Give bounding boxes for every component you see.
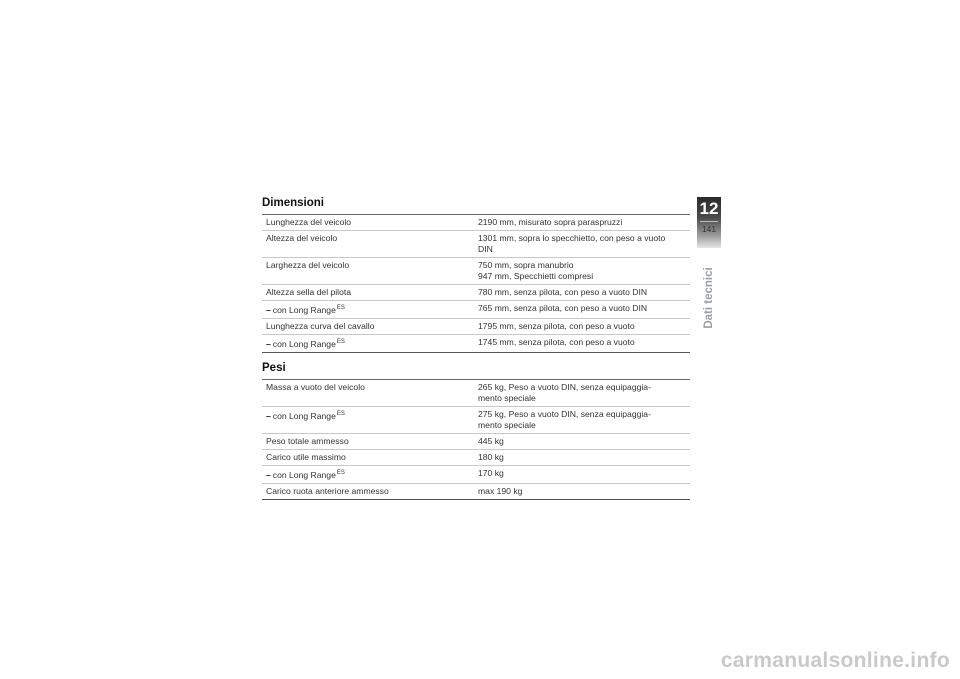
chapter-side-title: Dati tecnici: [703, 267, 715, 329]
table-row: [262, 450, 690, 466]
row-value: [474, 301, 690, 319]
row-value-line: 750 mm, sopra manubrio: [478, 260, 574, 270]
table-row: [262, 319, 690, 335]
section-title-pesi: Pesi: [262, 362, 286, 374]
row-label-text: con Long Range: [272, 305, 336, 315]
row-value-line: 1301 mm, sopra lo specchietto, con peso a vuoto: [478, 233, 666, 243]
row-label-text: con Long Range: [272, 470, 336, 480]
row-value-line: 445 kg: [478, 436, 504, 446]
pesi-table: [262, 379, 690, 500]
row-label-text: Larghezza del veicolo: [266, 260, 350, 270]
row-label: [262, 407, 474, 434]
row-label-text: Lunghezza del veicolo: [266, 217, 352, 227]
page-number: 141: [701, 224, 717, 234]
table-row: [262, 434, 690, 450]
row-value-line: mento speciale: [478, 420, 536, 430]
row-value-line: 765 mm, senza pilota, con peso a vuoto DIN: [478, 303, 648, 313]
row-label-text: Altezza del veicolo: [266, 233, 338, 243]
row-label: [262, 380, 474, 407]
table-row: [262, 466, 690, 484]
row-value-line: 947 mm, Specchietti compresi: [478, 271, 594, 281]
table-row: [262, 484, 690, 500]
row-value-line: 170 kg: [478, 468, 504, 478]
dimensioni-table: [262, 214, 690, 353]
row-value-line: max 190 kg: [478, 486, 523, 496]
row-label: [262, 434, 474, 450]
row-value-line: 1795 mm, senza pilota, con peso a vuoto: [478, 321, 635, 331]
row-label: [262, 285, 474, 301]
table-row: [262, 301, 690, 319]
row-value: [474, 258, 690, 285]
row-label: [262, 231, 474, 258]
row-label-text: Carico utile massimo: [266, 452, 346, 462]
row-label-text: Lunghezza curva del cavallo: [266, 321, 375, 331]
row-label-text: Massa a vuoto del veicolo: [266, 382, 365, 392]
page-content: [262, 196, 690, 500]
sub-item-dash: –: [266, 411, 271, 421]
row-value: [474, 450, 690, 466]
chapter-number: 12: [699, 199, 719, 218]
table-row: [262, 407, 690, 434]
row-label: [262, 335, 474, 353]
row-label-text: Peso totale ammesso: [266, 436, 349, 446]
table-row: [262, 285, 690, 301]
row-value: [474, 335, 690, 353]
row-value-line: 1745 mm, senza pilota, con peso a vuoto: [478, 337, 635, 347]
row-value: [474, 215, 690, 231]
row-value-line: 275 kg, Peso a vuoto DIN, senza equipaggia-: [478, 409, 651, 419]
special-equipment-marker: ES: [336, 470, 345, 476]
row-label-text: con Long Range: [272, 339, 336, 349]
chapter-tab: [697, 197, 721, 248]
row-label: [262, 319, 474, 335]
row-value: [474, 484, 690, 500]
row-label: [262, 450, 474, 466]
chapter-divider: [700, 221, 718, 222]
special-equipment-marker: ES: [336, 411, 345, 417]
table-row: [262, 335, 690, 353]
table-row: [262, 215, 690, 231]
row-value: [474, 285, 690, 301]
table-row: [262, 231, 690, 258]
row-value: [474, 231, 690, 258]
row-value: [474, 466, 690, 484]
sub-item-dash: –: [266, 339, 271, 349]
sub-item-dash: –: [266, 305, 271, 315]
row-value-line: 780 mm, senza pilota, con peso a vuoto DIN: [478, 287, 648, 297]
row-value: [474, 407, 690, 434]
sub-item-dash: –: [266, 470, 271, 480]
table-row: [262, 258, 690, 285]
row-label: [262, 301, 474, 319]
row-value-line: 180 kg: [478, 452, 504, 462]
row-label: [262, 258, 474, 285]
row-value-line: mento speciale: [478, 393, 536, 403]
row-value: [474, 319, 690, 335]
section-title-dimensioni: Dimensioni: [262, 197, 324, 209]
row-value: [474, 380, 690, 407]
special-equipment-marker: ES: [336, 305, 345, 311]
watermark: carmanualsonline.info: [720, 649, 950, 672]
row-label: [262, 484, 474, 500]
row-label-text: Altezza sella del pilota: [266, 287, 352, 297]
row-label: [262, 215, 474, 231]
special-equipment-marker: ES: [336, 339, 345, 345]
row-value-line: DIN: [478, 244, 493, 254]
row-label-text: con Long Range: [272, 411, 336, 421]
row-label: [262, 466, 474, 484]
table-row: [262, 380, 690, 407]
row-value-line: 265 kg, Peso a vuoto DIN, senza equipaggia-: [478, 382, 651, 392]
row-value-line: 2190 mm, misurato sopra paraspruzzi: [478, 217, 623, 227]
row-label-text: Carico ruota anteriore ammesso: [266, 486, 389, 496]
row-value: [474, 434, 690, 450]
